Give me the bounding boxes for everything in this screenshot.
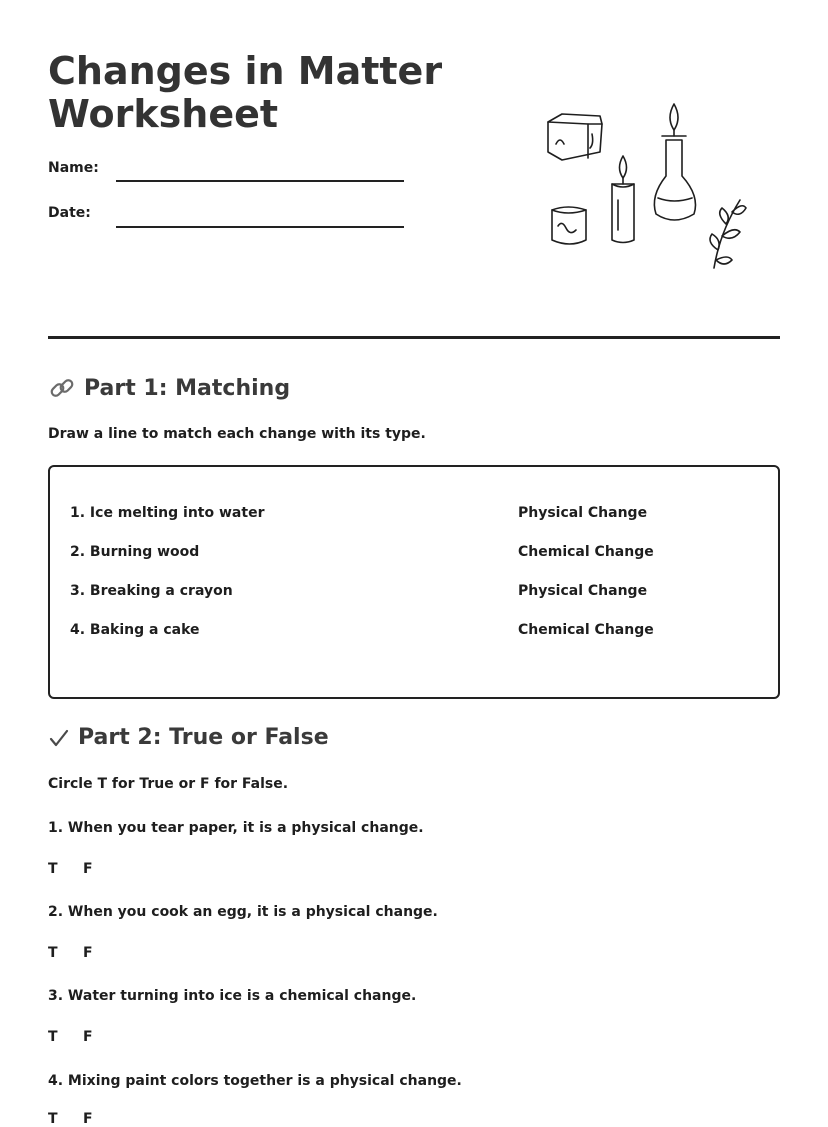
- cup-icon: [552, 207, 586, 244]
- name-field[interactable]: [116, 180, 404, 182]
- tf-question-4: 4. Mixing paint colors together is a physical change.: [48, 1073, 462, 1089]
- date-label: Date:: [48, 205, 91, 221]
- true-option[interactable]: T: [48, 1111, 58, 1127]
- matching-box: [48, 465, 780, 699]
- tf-options-1: [48, 861, 118, 877]
- false-option[interactable]: F: [83, 945, 93, 961]
- match-type-1[interactable]: Physical Change: [518, 505, 648, 521]
- true-option[interactable]: T: [48, 1029, 58, 1045]
- tf-options-2: [48, 945, 118, 961]
- tf-question-2: 2. When you cook an egg, it is a physical change.: [48, 904, 438, 920]
- page-title: Changes in Matter Worksheet: [48, 49, 443, 136]
- match-item-3[interactable]: 3. Breaking a crayon: [70, 583, 233, 599]
- part2-heading: [48, 725, 329, 750]
- candle-icon: [612, 156, 634, 243]
- part1-instruction: Draw a line to match each change with its type.: [48, 426, 426, 442]
- match-type-3[interactable]: Physical Change: [518, 583, 648, 599]
- true-option[interactable]: T: [48, 861, 58, 877]
- plant-icon: [710, 200, 746, 268]
- false-option[interactable]: F: [83, 861, 93, 877]
- matter-illustration: [536, 100, 750, 276]
- match-type-4[interactable]: Chemical Change: [518, 622, 654, 638]
- tf-options-3: [48, 1029, 118, 1045]
- match-item-4[interactable]: 4. Baking a cake: [70, 622, 200, 638]
- check-icon: [48, 727, 70, 749]
- part1-heading: [48, 374, 290, 402]
- match-item-2[interactable]: 2. Burning wood: [70, 544, 200, 560]
- match-type-2[interactable]: Chemical Change: [518, 544, 654, 560]
- name-label: Name:: [48, 160, 99, 176]
- match-item-1[interactable]: 1. Ice melting into water: [70, 505, 265, 521]
- tf-question-3: 3. Water turning into ice is a chemical change.: [48, 988, 417, 1004]
- part2-heading-text: Part 2: True or False: [78, 725, 329, 750]
- true-option[interactable]: T: [48, 945, 58, 961]
- false-option[interactable]: F: [83, 1029, 93, 1045]
- section-divider: [48, 336, 780, 339]
- part1-heading-text: Part 1: Matching: [84, 375, 291, 401]
- tf-question-1: 1. When you tear paper, it is a physical change.: [48, 820, 424, 836]
- tf-options-4: [48, 1111, 118, 1127]
- date-field[interactable]: [116, 226, 404, 228]
- false-option[interactable]: F: [83, 1111, 93, 1127]
- link-icon: [48, 374, 76, 402]
- ice-cube-icon: [548, 114, 602, 160]
- part2-instruction: Circle T for True or F for False.: [48, 776, 289, 792]
- flask-icon: [654, 104, 695, 220]
